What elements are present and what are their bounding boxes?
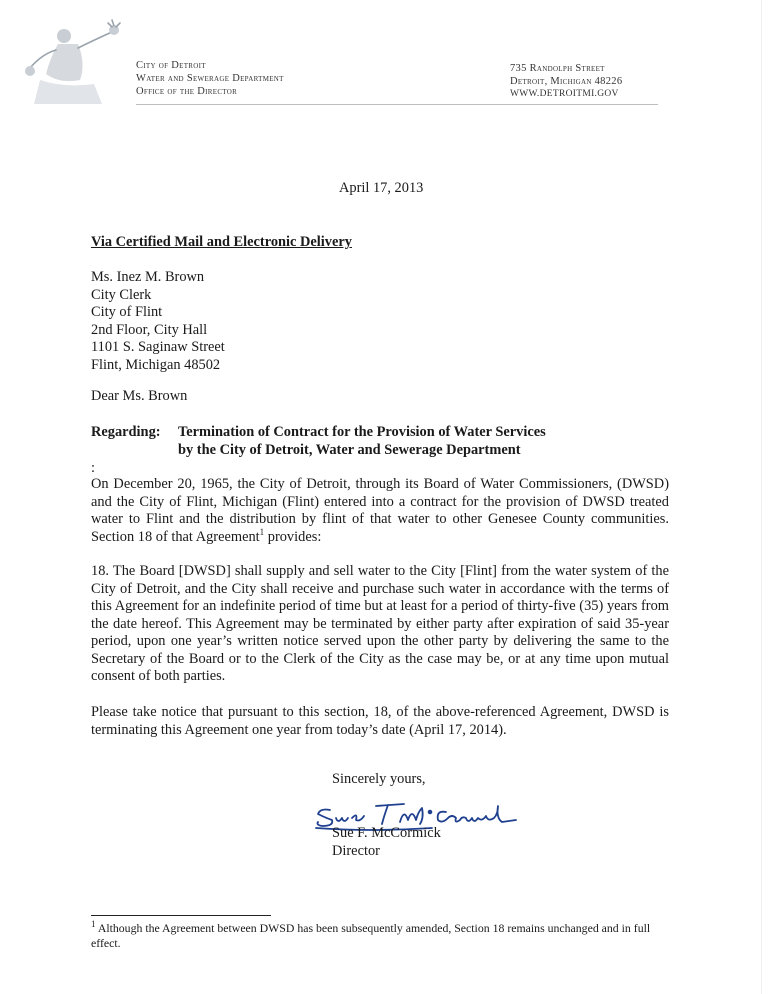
footnote-reference: 1 [259, 526, 265, 537]
footnote-text: Although the Agreement between DWSD has been subsequently amended, Section 18 remains unchanged and in full effect. [91, 921, 651, 950]
letterhead-city: City of Detroit [136, 60, 206, 71]
paragraph-background-end: provides: [264, 528, 322, 545]
recipient-city: Flint, Michigan 48502 [91, 356, 221, 373]
regarding-line: by the City of Detroit, Water and Sewerage Department [178, 441, 521, 458]
recipient-name: Ms. Inez M. Brown [91, 269, 205, 285]
letter-date: April 17, 2013 [339, 180, 424, 196]
paragraph-section-18-quote: 18. The Board [DWSD] shall supply and sell water to the City [Flint] from the water system of the City of Detroit, and the City shall receive and purchase such water in accordance with the terms of this Agreement for an indefinite period of time but at least for a period of thirty-five (35) years from the date hereof. This Agreement may be terminated by either party after expiration of said 35-year period, upon one year’s written notice served upon the other party by delivering the same to the Secretary of the Board or to the Clerk of the City as the case may be, or at any time upon mutual consent of both parties. [91, 563, 669, 684]
letterhead-street: 735 Randolph Street [510, 63, 605, 74]
letterhead-divider [136, 104, 658, 105]
letterhead-department [136, 59, 284, 98]
regarding-label: Regarding: [91, 424, 161, 440]
paragraph-termination-notice: Please take notice that pursuant to this section, 18, of the above-referenced Agreement, DWSD is terminating this Agreement one year from today’s date (April 17, 2014). [91, 704, 669, 738]
footnote [91, 921, 669, 951]
recipient-street: 1101 S. Saginaw Street [91, 339, 225, 356]
footnote-marker: 1 [91, 919, 96, 930]
closing: Sincerely yours, [332, 771, 426, 787]
stray-mark: : [91, 460, 95, 476]
letterhead-address [510, 62, 622, 101]
regarding-line: Termination of Contract for the Provision of Water Services [178, 424, 546, 440]
paragraph-background-text: On December 20, 1965, the City of Detroit, through its Board of Water Commissioners, (DWSD) and the City of Flint, Michigan (Flint) entered into a contract for the provision of DWSD treated water to Flint and the distribution by flint of that water to other Genesee County communities. Section 18 of that Agreement [91, 476, 669, 545]
page-edge [761, 0, 762, 994]
delivery-method: Via Certified Mail and Electronic Delivery [91, 234, 352, 250]
spirit-of-detroit-logo [20, 14, 130, 106]
recipient-organization: City of Flint [91, 304, 163, 321]
recipient-title: City Clerk [91, 286, 152, 303]
paragraph-background [91, 476, 669, 546]
recipient-floor: 2nd Floor, City Hall [91, 321, 208, 338]
salutation: Dear Ms. Brown [91, 388, 188, 404]
signature-block [332, 824, 441, 860]
letterhead-city-state: Detroit, Michigan 48226 [510, 76, 623, 87]
regarding-subject [178, 424, 546, 459]
recipient-address [91, 269, 225, 375]
logo-figure-icon [20, 14, 130, 106]
signer-name: Sue F. McCormick [332, 825, 441, 841]
letterhead-website: WWW.DETROITMI.GOV [510, 89, 619, 99]
letterhead-office: Office of the Director [136, 86, 238, 97]
letterhead-department-name: Water and Sewerage Department [136, 73, 284, 84]
footnote-divider [91, 915, 271, 916]
signer-title: Director [332, 843, 380, 859]
